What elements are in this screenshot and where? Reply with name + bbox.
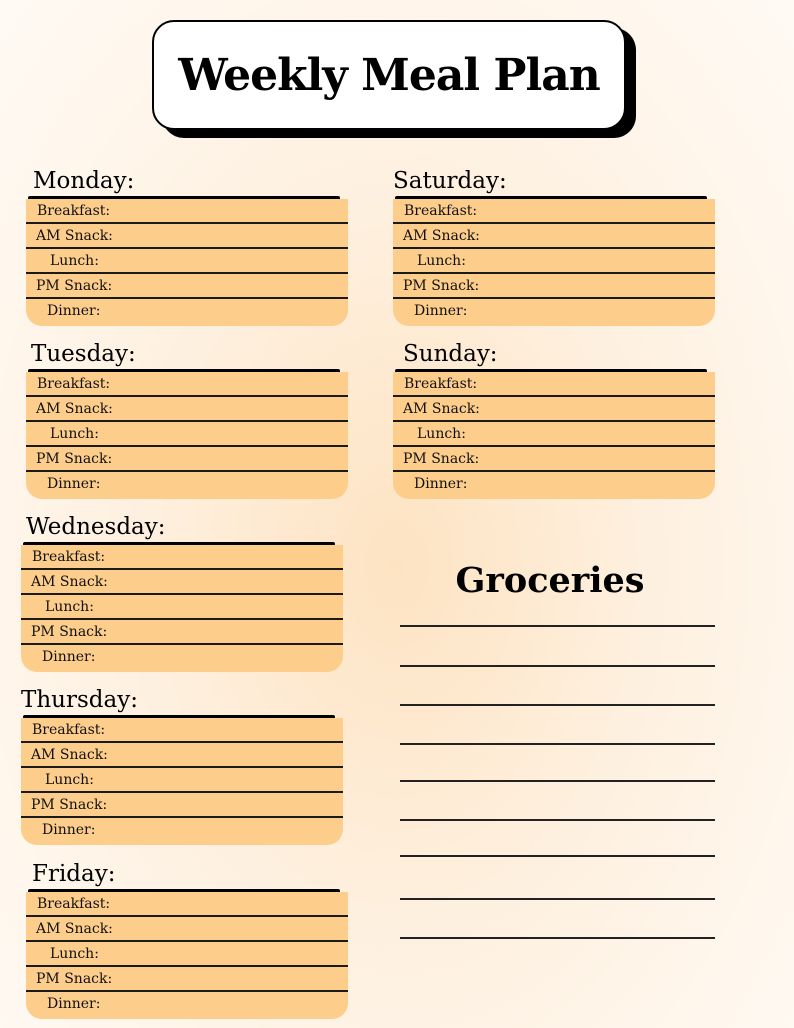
- meal-row-breakfast[interactable]: [26, 892, 348, 917]
- meal-label: PM Snack:: [36, 278, 113, 294]
- meal-row-dinner[interactable]: [26, 992, 348, 1017]
- meal-card-thursday: [21, 718, 343, 845]
- grocery-line[interactable]: [400, 855, 715, 857]
- meal-row-pm-snack[interactable]: [21, 620, 343, 645]
- meal-label: Dinner:: [414, 476, 468, 492]
- meal-label: Dinner:: [42, 649, 96, 665]
- meal-row-pm-snack[interactable]: [393, 274, 715, 299]
- meal-card-friday: [26, 892, 348, 1019]
- meal-row-pm-snack[interactable]: [26, 967, 348, 992]
- meal-row-dinner[interactable]: [26, 472, 348, 497]
- meal-row-am-snack[interactable]: [393, 397, 715, 422]
- meal-row-breakfast[interactable]: [21, 718, 343, 743]
- page-title: Weekly Meal Plan: [178, 49, 600, 101]
- meal-row-am-snack[interactable]: [26, 917, 348, 942]
- meal-label: Dinner:: [47, 996, 101, 1012]
- meal-row-dinner[interactable]: [393, 472, 715, 497]
- meal-row-pm-snack[interactable]: [21, 793, 343, 818]
- meal-row-lunch[interactable]: [21, 768, 343, 793]
- meal-label: AM Snack:: [31, 747, 108, 763]
- title-box: [152, 20, 626, 130]
- meal-row-dinner[interactable]: [21, 645, 343, 670]
- meal-label: Dinner:: [414, 303, 468, 319]
- day-block-tuesday: [26, 341, 348, 501]
- meal-label: AM Snack:: [403, 228, 480, 244]
- meal-label: Lunch:: [50, 253, 99, 269]
- grocery-line[interactable]: [400, 780, 715, 782]
- meal-row-pm-snack[interactable]: [26, 274, 348, 299]
- meal-label: Breakfast:: [32, 549, 106, 565]
- meal-label: PM Snack:: [36, 451, 113, 467]
- meal-label: Dinner:: [42, 822, 96, 838]
- meal-label: PM Snack:: [36, 971, 113, 987]
- day-block-saturday: [393, 168, 715, 328]
- grocery-line[interactable]: [400, 704, 715, 706]
- meal-label: AM Snack:: [36, 921, 113, 937]
- day-block-friday: [26, 861, 348, 1021]
- meal-row-am-snack[interactable]: [21, 743, 343, 768]
- meal-label: Lunch:: [45, 599, 94, 615]
- meal-row-lunch[interactable]: [26, 422, 348, 447]
- meal-row-am-snack[interactable]: [26, 224, 348, 249]
- day-block-thursday: [21, 687, 343, 847]
- grocery-line[interactable]: [400, 625, 715, 627]
- grocery-line[interactable]: [400, 819, 715, 821]
- meal-row-lunch[interactable]: [21, 595, 343, 620]
- meal-row-am-snack[interactable]: [21, 570, 343, 595]
- meal-label: Lunch:: [417, 253, 466, 269]
- meal-card-sunday: [393, 372, 715, 499]
- meal-row-dinner[interactable]: [21, 818, 343, 843]
- meal-card-tuesday: [26, 372, 348, 499]
- meal-card-saturday: [393, 199, 715, 326]
- meal-row-lunch[interactable]: [26, 942, 348, 967]
- day-heading-thursday: Thursday:: [21, 687, 138, 713]
- meal-label: Lunch:: [50, 946, 99, 962]
- title-banner: [152, 20, 626, 130]
- meal-row-dinner[interactable]: [393, 299, 715, 324]
- meal-label: PM Snack:: [31, 624, 108, 640]
- meal-label: Breakfast:: [404, 376, 478, 392]
- meal-label: AM Snack:: [31, 574, 108, 590]
- meal-card-wednesday: [21, 545, 343, 672]
- meal-row-am-snack[interactable]: [393, 224, 715, 249]
- grocery-line[interactable]: [400, 665, 715, 667]
- day-block-wednesday: [21, 514, 343, 674]
- meal-label: PM Snack:: [31, 797, 108, 813]
- day-block-sunday: [393, 341, 715, 501]
- grocery-line[interactable]: [400, 937, 715, 939]
- meal-row-lunch[interactable]: [393, 422, 715, 447]
- day-heading-friday: Friday:: [32, 861, 116, 887]
- day-heading-wednesday: Wednesday:: [26, 514, 166, 540]
- meal-label: AM Snack:: [36, 228, 113, 244]
- meal-label: Breakfast:: [37, 203, 111, 219]
- meal-row-breakfast[interactable]: [21, 545, 343, 570]
- meal-label: PM Snack:: [403, 278, 480, 294]
- meal-row-pm-snack[interactable]: [393, 447, 715, 472]
- day-heading-sunday: Sunday:: [403, 341, 498, 367]
- meal-label: Breakfast:: [32, 722, 106, 738]
- meal-label: Dinner:: [47, 476, 101, 492]
- meal-label: Breakfast:: [37, 376, 111, 392]
- meal-label: Breakfast:: [404, 203, 478, 219]
- meal-row-dinner[interactable]: [26, 299, 348, 324]
- day-block-monday: [26, 168, 348, 328]
- meal-label: AM Snack:: [403, 401, 480, 417]
- meal-label: PM Snack:: [403, 451, 480, 467]
- meal-row-breakfast[interactable]: [26, 199, 348, 224]
- meal-card-monday: [26, 199, 348, 326]
- meal-label: Lunch:: [50, 426, 99, 442]
- grocery-line[interactable]: [400, 743, 715, 745]
- groceries-title: Groceries: [455, 560, 645, 601]
- meal-label: AM Snack:: [36, 401, 113, 417]
- meal-label: Lunch:: [45, 772, 94, 788]
- meal-row-breakfast[interactable]: [393, 372, 715, 397]
- day-heading-monday: Monday:: [33, 168, 135, 194]
- meal-row-breakfast[interactable]: [26, 372, 348, 397]
- day-heading-saturday: Saturday:: [393, 168, 507, 194]
- meal-label: Breakfast:: [37, 896, 111, 912]
- grocery-line[interactable]: [400, 898, 715, 900]
- meal-row-breakfast[interactable]: [393, 199, 715, 224]
- meal-row-pm-snack[interactable]: [26, 447, 348, 472]
- day-heading-tuesday: Tuesday:: [31, 341, 136, 367]
- meal-row-am-snack[interactable]: [26, 397, 348, 422]
- meal-label: Dinner:: [47, 303, 101, 319]
- meal-row-lunch[interactable]: [26, 249, 348, 274]
- meal-row-lunch[interactable]: [393, 249, 715, 274]
- meal-label: Lunch:: [417, 426, 466, 442]
